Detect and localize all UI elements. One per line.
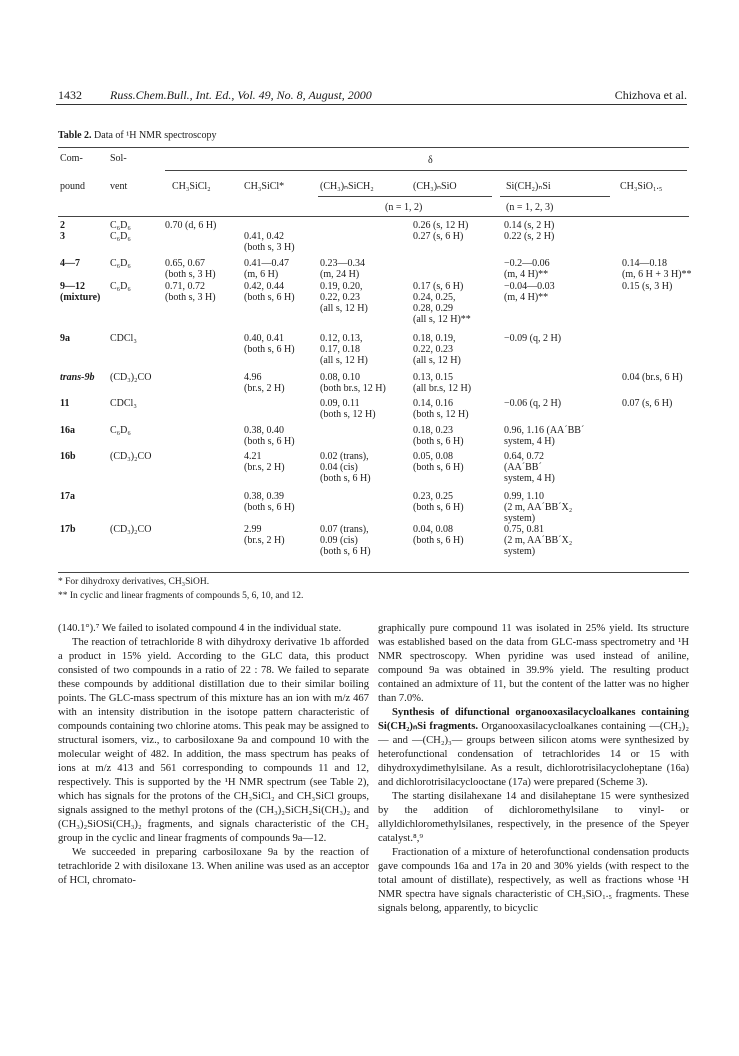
table-cell: 0.08, 0.10 (both br.s, 12 H) <box>320 372 386 394</box>
head-solvent-2: vent <box>110 181 128 192</box>
table-caption-label: Table 2. <box>58 130 92 141</box>
table-cell: 0.12, 0.13, 0.17, 0.18 (all s, 12 H) <box>320 333 368 366</box>
table-caption <box>58 130 216 141</box>
table-cell: 0.38, 0.40 (both s, 6 H) <box>244 425 295 447</box>
table-cell-compound: 3 <box>60 231 65 242</box>
head-n12: (n = 1, 2) <box>385 202 423 213</box>
table-cell: 0.42, 0.44 (both s, 6 H) <box>244 281 295 303</box>
delta-span-rule <box>165 170 687 171</box>
table-cell: 0.27 (s, 6 H) <box>413 231 464 242</box>
table-cell-compound: 11 <box>60 398 70 409</box>
table-cell-solvent: C₆D₆ <box>110 220 131 231</box>
table-cell: 0.99, 1.10 (2 m, AA´BB´X₂ system) <box>504 491 573 524</box>
journal-citation: Russ.Chem.Bull., Int. Ed., Vol. 49, No. 8, August, 2000 <box>110 88 372 102</box>
table-cell-compound: trans-9b <box>60 372 95 383</box>
head-compound-2: pound <box>60 181 85 192</box>
head-col-3: (CH₃)ₙSiCH₂ <box>320 181 374 192</box>
table-cell: 0.23, 0.25 (both s, 6 H) <box>413 491 464 513</box>
paragraph: We succeeded in preparing carbosiloxane 9a by the reaction of tetrachloride 2 with disiloxane 13. When aniline was used as an acceptor of HCl, chromato- <box>58 847 369 886</box>
paragraph: graphically pure compound 11 was isolated in 25% yield. Its structure was established based on the data from GLC-mass spectrometry and ¹H NMR spectroscopy. When pyridine was used instead of aniline, compound 9a was obtained in 39.9% yield. The resulting product contained an admixture of 11, but the content of the latter was no higher than 7.0%. <box>378 623 689 704</box>
table-cell: −0.09 (q, 2 H) <box>504 333 562 344</box>
table-cell-compound: 16b <box>60 451 76 462</box>
table-cell: 0.64, 0.72 (AA´BB´ system, 4 H) <box>504 451 555 484</box>
table-cell: 0.19, 0.20, 0.22, 0.23 (all s, 12 H) <box>320 281 368 314</box>
running-authors: Chizhova et al. <box>614 88 687 102</box>
table-cell-compound: 9a <box>60 333 70 344</box>
table-cell: 0.71, 0.72 (both s, 3 H) <box>165 281 216 303</box>
paragraph: Fractionation of a mixture of heterofunctional condensation products gave compounds 16a and 17a in 20 and 30% yields (with respect to the total amount of distillate), respectively, as well as fractions whose ¹H NMR spectra have signals characteristic of CH₃SiO₁.₅ fragments. These signals belong, apparently, to bicyclic <box>378 847 689 914</box>
table-cell: 0.75, 0.81 (2 m, AA´BB´X₂ system) <box>504 524 573 557</box>
table-cell: 0.09, 0.11 (both s, 12 H) <box>320 398 376 420</box>
table-cell: 0.70 (d, 6 H) <box>165 220 217 231</box>
head-col-1: CH₃SiCl₂ <box>172 181 211 192</box>
table-cell-compound: 9—12 (mixture) <box>60 281 101 303</box>
paragraph: The starting disilahexane 14 and disilaheptane 15 were synthesized by the addition of dichloromethylsilane to vinyl- or allyldichloromethylsilanes, respectively, in the presence of the Speyer catalyst.⁸,⁹ <box>378 791 689 844</box>
table-cell-compound: 17a <box>60 491 75 502</box>
paragraph: Organooxasilacycloalkanes containing —(CH₂)₂— and —(CH₂)₃— groups between silicon atoms were synthesized by heterofunctional condensation of tetrachlorides 14 or 15 with dihydroxydimethylsilane. As a result, dichlorotrisilacycloheptane (16a) and dichlorotrisilacyclooctane (17a) were prepared (Scheme 3). <box>378 721 690 788</box>
table-cell-solvent: (CD₃)₂CO <box>110 372 152 383</box>
table-cell: 0.05, 0.08 (both s, 6 H) <box>413 451 464 473</box>
table-cell-solvent: CDCl₃ <box>110 398 137 409</box>
table-cell-compound: 16a <box>60 425 75 436</box>
table-cell-solvent: (CD₃)₂CO <box>110 451 152 462</box>
table-cell: 0.18, 0.23 (both s, 6 H) <box>413 425 464 447</box>
table-cell: −0.06 (q, 2 H) <box>504 398 562 409</box>
body-column-right <box>378 622 689 916</box>
table-cell: 0.41—0.47 (m, 6 H) <box>244 258 289 280</box>
table-cell: 0.14 (s, 2 H) <box>504 220 555 231</box>
head-delta: δ <box>428 155 433 166</box>
head-col-2: CH₃SiCl* <box>244 181 285 192</box>
table-cell: 0.18, 0.19, 0.22, 0.23 (all s, 12 H) <box>413 333 461 366</box>
table-cell: 0.38, 0.39 (both s, 6 H) <box>244 491 295 513</box>
page-number: 1432 <box>58 88 82 102</box>
table-footnote: * For dihydroxy derivatives, CH₃SiOH. <box>58 577 210 587</box>
table-cell-compound: 4—7 <box>60 258 80 269</box>
table-cell: 0.15 (s, 3 H) <box>622 281 673 292</box>
table-cell: 0.07 (trans), 0.09 (cis) (both s, 6 H) <box>320 524 371 557</box>
section-heading: Synthesis of difunctional organooxasilacycloalkanes containing Si(CH₂)ₙSi fragments. <box>378 707 689 732</box>
table-cell: 0.23—0.34 (m, 24 H) <box>320 258 365 280</box>
table-cell: 0.07 (s, 6 H) <box>622 398 673 409</box>
head-compound-1: Com- <box>60 153 83 164</box>
table-cell: 0.17 (s, 6 H) 0.24, 0.25, 0.28, 0.29 (all s, 12 H)** <box>413 281 471 325</box>
head-n123: (n = 1, 2, 3) <box>506 202 554 213</box>
table-bottom-rule <box>58 572 689 573</box>
head-col-6: CH₃SiO₁.₅ <box>620 181 663 192</box>
table-cell-compound: 2 <box>60 220 65 231</box>
table-cell-solvent: C₆D₆ <box>110 231 131 242</box>
n123-rule <box>500 196 610 197</box>
table-cell: 0.14, 0.16 (both s, 12 H) <box>413 398 469 420</box>
table-cell: 0.04, 0.08 (both s, 6 H) <box>413 524 464 546</box>
table-cell: −0.2—0.06 (m, 4 H)** <box>504 258 550 280</box>
table-cell: −0.04—0.03 (m, 4 H)** <box>504 281 555 303</box>
table-cell-solvent: C₆D₆ <box>110 258 131 269</box>
table-cell-solvent: (CD₃)₂CO <box>110 524 152 535</box>
table-cell: 0.96, 1.16 (AA´BB´ system, 4 H) <box>504 425 585 447</box>
table-cell: 0.02 (trans), 0.04 (cis) (both s, 6 H) <box>320 451 371 484</box>
table-cell-solvent: CDCl₃ <box>110 333 137 344</box>
table-cell-solvent: C₆D₆ <box>110 281 131 292</box>
table-cell: 0.26 (s, 12 H) <box>413 220 469 231</box>
head-col-4: (CH₃)ₙSiO <box>413 181 457 192</box>
paragraph: (140.1°).⁷ We failed to isolated compound 4 in the individual state. <box>58 623 342 634</box>
table-cell: 0.40, 0.41 (both s, 6 H) <box>244 333 295 355</box>
table-top-rule <box>58 147 689 148</box>
table-cell-compound: 17b <box>60 524 76 535</box>
table-cell: 0.14—0.18 (m, 6 H + 3 H)** <box>622 258 692 280</box>
head-col-5: Si(CH₂)ₙSi <box>506 181 551 192</box>
body-column-left <box>58 622 369 888</box>
table-cell: 4.21 (br.s, 2 H) <box>244 451 285 473</box>
table-cell: 0.65, 0.67 (both s, 3 H) <box>165 258 216 280</box>
table-cell: 4.96 (br.s, 2 H) <box>244 372 285 394</box>
head-solvent-1: Sol- <box>110 153 127 164</box>
table-head-rule <box>58 216 689 217</box>
table-cell: 0.04 (br.s, 6 H) <box>622 372 683 383</box>
table-cell-solvent: C₆D₆ <box>110 425 131 436</box>
table-caption-text: Data of ¹H NMR spectroscopy <box>94 130 217 141</box>
table-cell: 2.99 (br.s, 2 H) <box>244 524 285 546</box>
table-cell: 0.41, 0.42 (both s, 3 H) <box>244 231 295 253</box>
header-rule <box>56 104 687 105</box>
table-cell: 0.13, 0.15 (all br.s, 12 H) <box>413 372 472 394</box>
n12-rule <box>318 196 492 197</box>
paragraph: The reaction of tetrachloride 8 with dihydroxy derivative 1b afforded a product in 15% yield. According to the GLC data, this product consisted of two compounds in a ratio of 22 : 78. We failed to separate these compounds by additional distillation due to their similar boiling points. The GLC-mass spectrum of this mixture has an ion with m/z 467 with an intensity distribution in the isotope pattern characteristic of compounds containing two chlorine atoms. This peak may be assigned to structural isomers, viz., to carbosiloxane 9a and compound 10 with the molecular weight of 482. In addition, the mass spectrum has peaks of ions at m/z 413 and 561 corresponding to compounds 11 and 12, respectively. This is supported by the ¹H NMR spectrum (see Table 2), which has signals for the protons of the CH₃SiCl₂ and CH₃SiCl groups, signals assigned to the methyl protons of the (CH₃)₂SiCH₂Si(CH₃)₂ and (CH₃)₂SiOSi(CH₃)₂ fragments, and signals characteristic of the CH₂ group in the cyclic and linear fragments of compounds 9a—12. <box>58 637 369 844</box>
table-footnote: ** In cyclic and linear fragments of compounds 5, 6, 10, and 12. <box>58 591 304 601</box>
table-cell: 0.22 (s, 2 H) <box>504 231 555 242</box>
